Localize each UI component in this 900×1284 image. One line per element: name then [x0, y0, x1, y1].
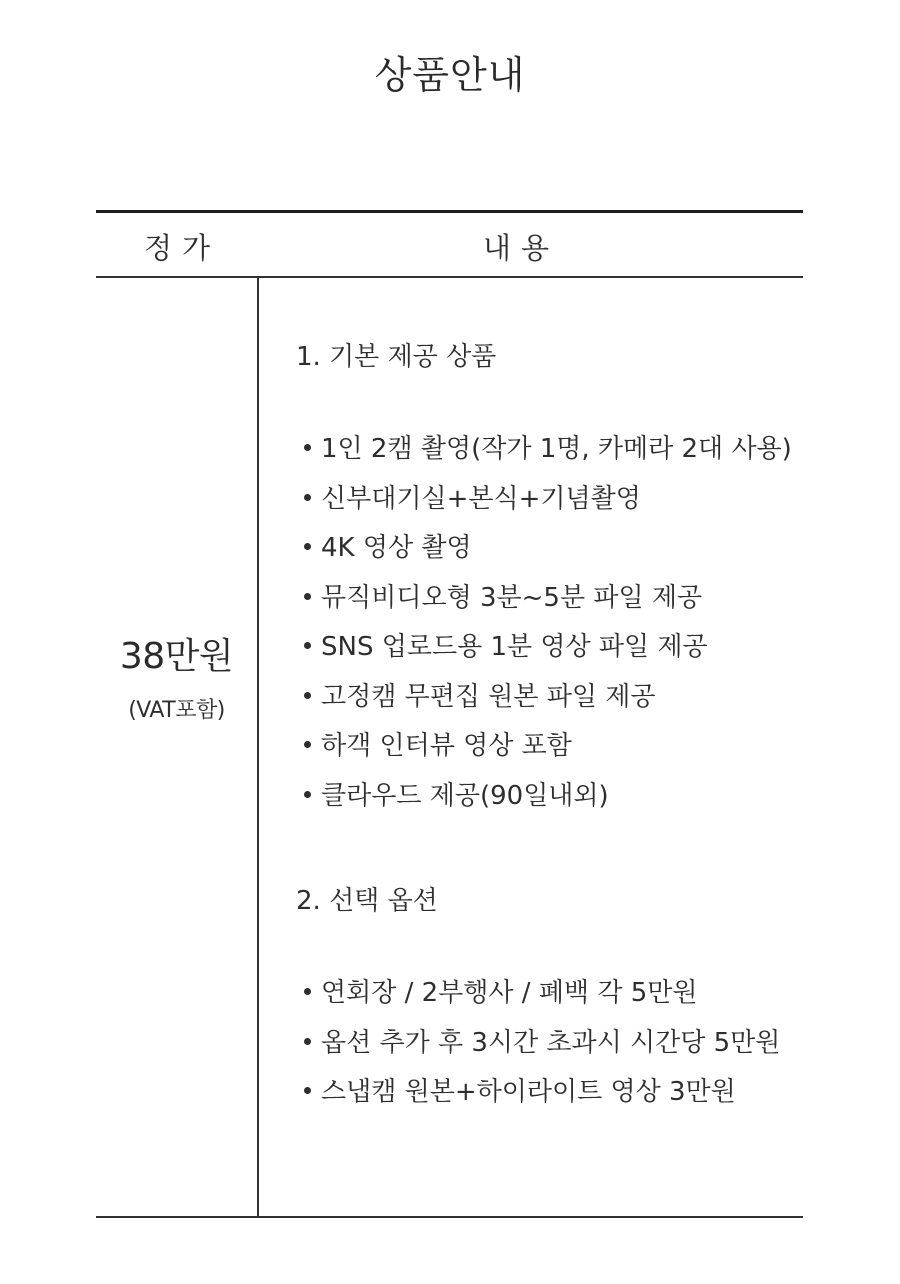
table-header-rule [96, 276, 803, 278]
list-item-text: 4K 영상 촬영 [321, 533, 472, 563]
list-item-text: SNS 업로드용 1분 영상 파일 제공 [321, 632, 708, 662]
list-item [304, 1026, 780, 1076]
list-item-text: 옵션 추가 후 3시간 초과시 시간당 5만원 [321, 1027, 781, 1058]
list-item-text: 1인 2캠 촬영(작가 1명, 카메라 2대 사용) [321, 434, 792, 464]
list-item-text: 뮤직비디오형 3분~5분 파일 제공 [321, 582, 703, 613]
bullet-icon [304, 741, 311, 748]
section-title-options: 2. 선택 옵션 [296, 886, 438, 916]
price-value: 38만원 [119, 636, 234, 677]
bullet-icon [304, 988, 311, 995]
table-bottom-rule [96, 1216, 803, 1218]
option-items-list [304, 976, 780, 1125]
bullet-icon [304, 1038, 311, 1045]
bullet-icon [304, 444, 311, 451]
price-cell [96, 628, 257, 724]
list-item-text: 연회장 / 2부행사 / 폐백 각 5만원 [321, 978, 698, 1008]
list-item [304, 779, 792, 829]
list-item [304, 630, 792, 680]
list-item [304, 680, 792, 730]
header-content: 내용 [483, 231, 560, 265]
basic-items-list [304, 432, 792, 828]
header-price: 정가 [144, 231, 221, 265]
list-item-text: 고정캠 무편집 원본 파일 제공 [321, 681, 656, 712]
bullet-icon [304, 791, 311, 798]
list-item [304, 1075, 780, 1125]
list-item [304, 531, 792, 581]
list-item-text: 스냅캠 원본+하이라이트 영상 3만원 [321, 1077, 736, 1107]
list-item [304, 482, 792, 532]
table-top-rule [96, 210, 803, 213]
list-item-text: 하객 인터뷰 영상 포함 [321, 731, 572, 761]
list-item [304, 976, 780, 1026]
list-item [304, 432, 792, 482]
bullet-icon [304, 593, 311, 600]
bullet-icon [304, 642, 311, 649]
table-column-divider [257, 277, 259, 1217]
section-title-basic: 1. 기본 제공 상품 [296, 342, 497, 372]
product-table [96, 210, 803, 1218]
bullet-icon [304, 494, 311, 501]
bullet-icon [304, 1087, 311, 1094]
list-item [304, 581, 792, 631]
list-item-text: 클라우드 제공(90일내외) [321, 780, 609, 811]
bullet-icon [304, 692, 311, 699]
list-item [304, 729, 792, 779]
page-title: 상품안내 [374, 53, 526, 97]
bullet-icon [304, 543, 311, 550]
list-item-text: 신부대기실+본식+기념촬영 [321, 483, 641, 514]
price-vat-note: (VAT포함) [128, 698, 225, 723]
